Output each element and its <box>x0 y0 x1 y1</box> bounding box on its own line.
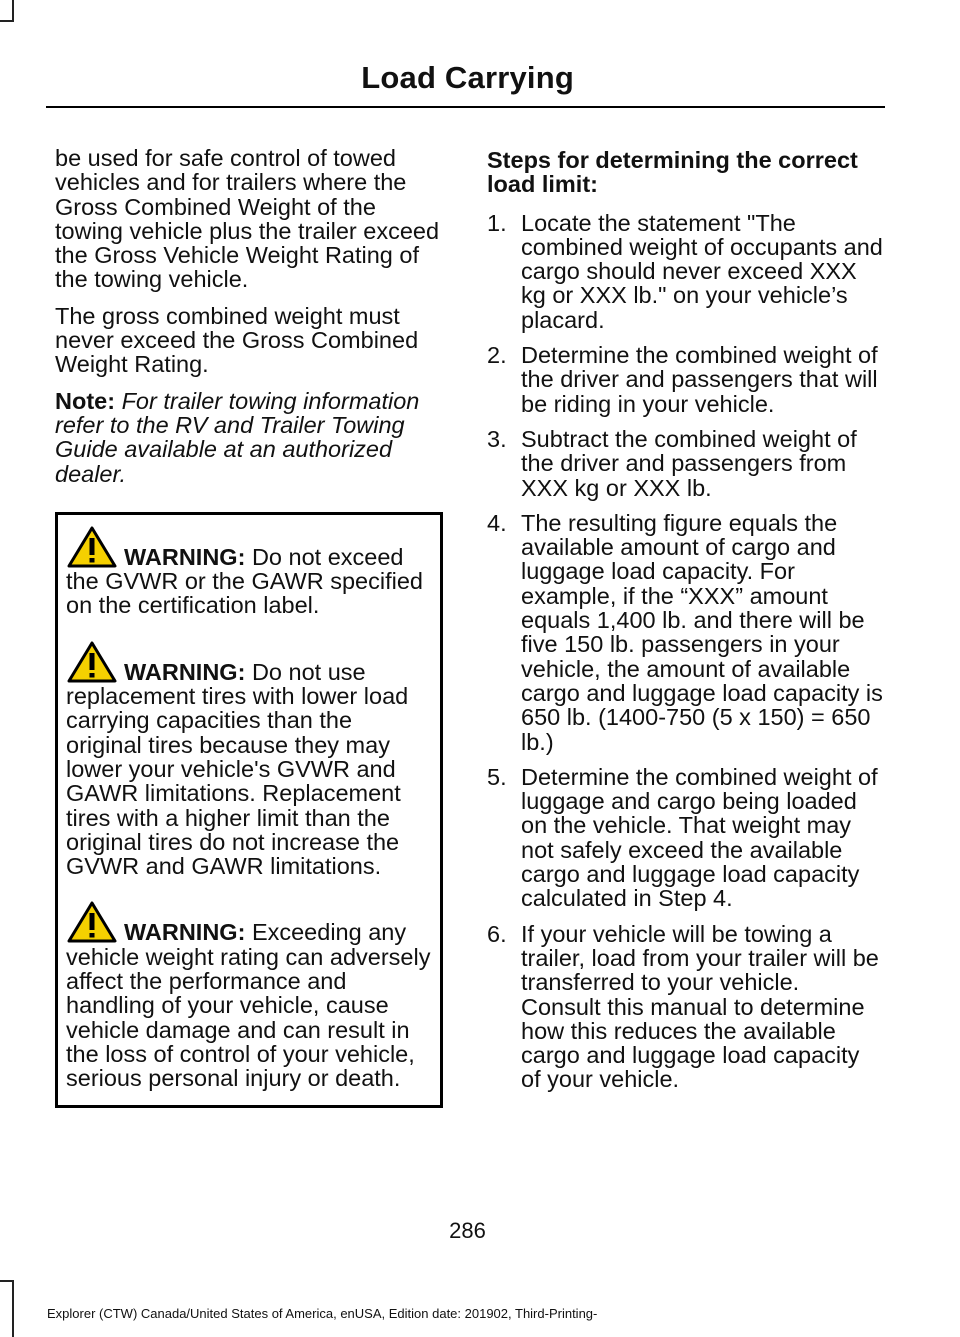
steps-list <box>487 211 885 1092</box>
step-text: Locate the statement "The combined weight of occupants and cargo should never exceed XXX kg or XXX lb." on your vehicle’s placard. <box>521 209 883 333</box>
warning-triangle-icon <box>66 900 118 944</box>
crop-mark <box>0 20 14 22</box>
step-text: Determine the combined weight of the driver and passengers that will be riding in your vehicle. <box>521 342 878 417</box>
list-item <box>487 922 885 1092</box>
warning-text: Exceeding any vehicle weight rating can adversely affect the performance and handling of your vehicle, cause vehicle damage and can result in the loss of control of your vehicle, serious personal injury or death. <box>66 919 431 1092</box>
warning-triangle-icon <box>66 640 118 684</box>
step-number: 5. <box>487 763 507 790</box>
step-text: Subtract the combined weight of the driver and passengers from XXX kg or XXX lb. <box>521 425 857 501</box>
page-number: 286 <box>449 1218 486 1243</box>
crop-mark <box>12 0 14 22</box>
warning-item <box>66 900 432 1090</box>
warning-text: Do not exceed the GVWR or the GAWR specified on the certification label. <box>66 543 423 619</box>
warning-text: Do not use replacement tires with lower load carrying capacities than the original tires because they may lower your vehicle's GVWR and GAWR limitations. Replacement tires with a higher limit than the original tires do not increase the GVWR and GAWR limitations. <box>66 658 409 880</box>
note-text: For trailer towing information refer to the RV and Trailer Towing Guide available at an authorized dealer. <box>55 387 420 487</box>
note <box>55 389 447 486</box>
step-text: Determine the combined weight of luggage and cargo being loaded on the vehicle. That weight may not safely exceed the available cargo and luggage load capacity calculated in Step 4. <box>521 763 878 912</box>
right-column <box>487 146 885 1103</box>
step-text: If your vehicle will be towing a trailer, load from your trailer will be transferred to your vehicle. Consult this manual to determine how this reduces the available cargo and luggage load capacity of your vehicle. <box>521 920 879 1093</box>
section-heading: Steps for determining the correct load limit: <box>487 147 858 198</box>
step-number: 1. <box>487 209 507 236</box>
page-title: Load Carrying <box>361 60 574 95</box>
left-column <box>55 146 447 1108</box>
paragraph: The gross combined weight must never exceed the Gross Combined Weight Rating. <box>55 302 419 378</box>
crop-mark <box>0 1280 14 1282</box>
step-number: 3. <box>487 425 507 452</box>
warning-label: WARNING: <box>124 658 246 685</box>
step-number: 2. <box>487 342 507 369</box>
warning-label: WARNING: <box>124 543 246 570</box>
list-item <box>487 765 885 911</box>
list-item <box>487 343 885 416</box>
list-item <box>487 427 885 500</box>
paragraph: be used for safe control of towed vehicles and for trailers where the Gross Combined Weight of the towing vehicle plus the trailer exceed the Gross Vehicle Weight Rating of the towing vehicle. <box>55 145 440 293</box>
step-number: 6. <box>487 920 507 947</box>
crop-mark <box>12 1280 14 1337</box>
footer-text: Explorer (CTW) Canada/United States of America, enUSA, Edition date: 201902, Third-Printing- <box>47 1306 598 1321</box>
warning-triangle-icon <box>66 525 118 569</box>
list-item <box>487 511 885 754</box>
warning-item <box>66 640 432 879</box>
warning-box <box>55 512 443 1108</box>
step-text: The resulting figure equals the available amount of cargo and luggage load capacity. For example, if the “XXX” amount equals 1,400 lb. and there will be five 150 lb. passengers in your vehicle, the amount of available cargo and luggage load capacity is 650 lb. (1400-750 (5 x 150) = 650 lb.) <box>521 509 883 755</box>
warning-label: WARNING: <box>124 919 246 946</box>
warning-item <box>66 525 432 618</box>
list-item <box>487 211 885 332</box>
step-number: 4. <box>487 509 507 536</box>
header-divider <box>46 106 885 108</box>
note-label: Note: <box>55 387 116 414</box>
